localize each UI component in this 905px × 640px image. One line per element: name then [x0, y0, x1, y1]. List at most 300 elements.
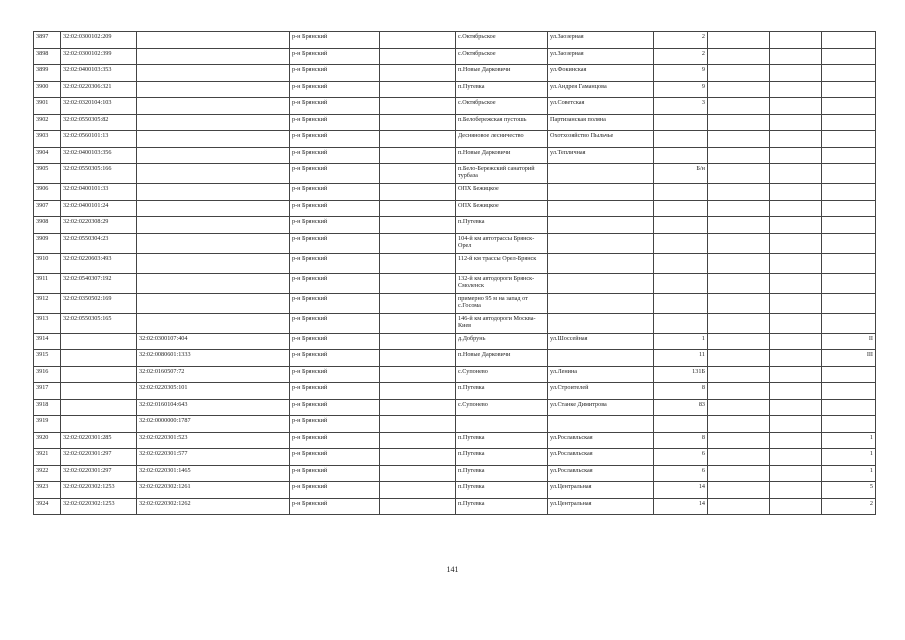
table-cell: п.Путевка: [456, 449, 548, 466]
table-cell: 32:02:0220603:493: [61, 253, 137, 273]
table-cell: 32:02:0220302:1261: [137, 482, 290, 499]
table-cell: 104-й км автотрассы Брянск-Орел: [456, 233, 548, 253]
table-cell: [654, 114, 708, 131]
table-cell: ОПХ Бежицкое: [456, 184, 548, 201]
table-row: [34, 366, 876, 383]
table-row: [34, 293, 876, 313]
table-cell: [770, 273, 822, 293]
table-cell: р-н Брянский: [290, 217, 380, 234]
table-cell: [708, 498, 770, 515]
table-cell: 32:02:0560101:13: [61, 131, 137, 148]
table-cell: 32:02:0300102:399: [61, 48, 137, 65]
table-cell: ОПХ Бежицкое: [456, 200, 548, 217]
table-cell: 9: [654, 65, 708, 82]
table-cell: [654, 131, 708, 148]
table-row: [34, 333, 876, 350]
table-cell: [137, 273, 290, 293]
table-row: [34, 498, 876, 515]
table-cell: 1: [822, 465, 876, 482]
table-cell: [708, 164, 770, 184]
table-cell: 3907: [34, 200, 61, 217]
table-cell: [137, 217, 290, 234]
table-cell: 32:02:0350502:169: [61, 293, 137, 313]
table-cell: 3903: [34, 131, 61, 148]
table-cell: [770, 48, 822, 65]
table-row: [34, 465, 876, 482]
table-cell: р-н Брянский: [290, 200, 380, 217]
table-cell: [380, 164, 456, 184]
table-cell: Партизанская поляна: [548, 114, 654, 131]
table-cell: 3898: [34, 48, 61, 65]
table-cell: [137, 164, 290, 184]
table-cell: [822, 164, 876, 184]
table-cell: [548, 313, 654, 333]
table-cell: 32:02:0400101:33: [61, 184, 137, 201]
table-cell: р-н Брянский: [290, 164, 380, 184]
table-cell: [822, 217, 876, 234]
table-row: [34, 432, 876, 449]
table-cell: [380, 366, 456, 383]
table-cell: [770, 465, 822, 482]
table-row: [34, 184, 876, 201]
table-cell: 32:02:0220306:321: [61, 81, 137, 98]
table-cell: 3913: [34, 313, 61, 333]
table-cell: ул.Ленина: [548, 366, 654, 383]
table-cell: [137, 233, 290, 253]
table-cell: 32:02:0220301:285: [61, 432, 137, 449]
table-cell: [770, 293, 822, 313]
table-cell: [770, 498, 822, 515]
table-cell: 3904: [34, 147, 61, 164]
table-cell: 6: [654, 449, 708, 466]
table-cell: [380, 200, 456, 217]
table-cell: 32:02:0300107:404: [137, 333, 290, 350]
table-cell: [822, 399, 876, 416]
table-cell: [380, 432, 456, 449]
table-cell: р-н Брянский: [290, 416, 380, 433]
table-row: [34, 253, 876, 273]
table-cell: [380, 482, 456, 499]
table-cell: ул.Центральная: [548, 482, 654, 499]
table-row: [34, 48, 876, 65]
table-cell: [770, 217, 822, 234]
table-cell: п.Новые Дарковичи: [456, 350, 548, 367]
table-cell: [380, 114, 456, 131]
table-cell: [654, 200, 708, 217]
table-cell: Б/н: [654, 164, 708, 184]
table-cell: II: [822, 333, 876, 350]
table-cell: с.Октябрьское: [456, 32, 548, 49]
table-cell: п.Путевка: [456, 432, 548, 449]
table-cell: с.Супонево: [456, 399, 548, 416]
table-cell: 32:02:0220305:101: [137, 383, 290, 400]
table-cell: [548, 273, 654, 293]
table-cell: 3906: [34, 184, 61, 201]
table-cell: 3899: [34, 65, 61, 82]
table-cell: [654, 273, 708, 293]
table-cell: р-н Брянский: [290, 383, 380, 400]
table-cell: 132-й км автодороги Брянск-Смоленск: [456, 273, 548, 293]
table-cell: 3908: [34, 217, 61, 234]
table-cell: [137, 81, 290, 98]
table-cell: 3914: [34, 333, 61, 350]
table-cell: 32:02:0220301:1465: [137, 465, 290, 482]
table-row: [34, 98, 876, 115]
table-cell: 32:02:0400103:356: [61, 147, 137, 164]
table-cell: р-н Брянский: [290, 350, 380, 367]
table-cell: [822, 293, 876, 313]
table-cell: 131Б: [654, 366, 708, 383]
table-cell: [770, 366, 822, 383]
table-cell: [137, 147, 290, 164]
table-cell: 112-й км трассы Орел-Брянск: [456, 253, 548, 273]
table-cell: [380, 273, 456, 293]
table-cell: ул.Андрея Гаманцова: [548, 81, 654, 98]
table-cell: [770, 114, 822, 131]
table-row: [34, 81, 876, 98]
table-cell: [380, 65, 456, 82]
table-cell: р-н Брянский: [290, 32, 380, 49]
table-cell: 146-й км автодороги Москва-Киев: [456, 313, 548, 333]
table-cell: [708, 184, 770, 201]
table-cell: [770, 81, 822, 98]
table-row: [34, 383, 876, 400]
table-cell: 2: [654, 32, 708, 49]
table-cell: 3912: [34, 293, 61, 313]
table-cell: [654, 253, 708, 273]
table-cell: [708, 383, 770, 400]
table-cell: [770, 432, 822, 449]
table-cell: Охотхозяйство Пыльчье: [548, 131, 654, 148]
table-cell: 3915: [34, 350, 61, 367]
table-cell: [770, 233, 822, 253]
table-cell: с.Октябрьское: [456, 48, 548, 65]
table-cell: 3910: [34, 253, 61, 273]
table-cell: [822, 48, 876, 65]
table-cell: 3909: [34, 233, 61, 253]
table-cell: 32:02:0550304:23: [61, 233, 137, 253]
table-cell: [708, 81, 770, 98]
table-cell: 32:02:0080601:1333: [137, 350, 290, 367]
table-cell: [708, 313, 770, 333]
table-cell: [380, 184, 456, 201]
table-cell: [137, 184, 290, 201]
table-cell: 32:02:0220301:297: [61, 465, 137, 482]
table-cell: 14: [654, 498, 708, 515]
table-cell: [548, 233, 654, 253]
table-cell: 14: [654, 482, 708, 499]
table-cell: [770, 184, 822, 201]
table-cell: [61, 350, 137, 367]
table-cell: р-н Брянский: [290, 482, 380, 499]
table-cell: п.Новые Дарковичи: [456, 65, 548, 82]
table-cell: 32:02:0400101:24: [61, 200, 137, 217]
table-cell: р-н Брянский: [290, 253, 380, 273]
table-row: [34, 449, 876, 466]
table-cell: [822, 98, 876, 115]
table-row: [34, 313, 876, 333]
table-cell: 32:02:0220308:29: [61, 217, 137, 234]
table-cell: 3900: [34, 81, 61, 98]
table-cell: [137, 253, 290, 273]
table-cell: [708, 366, 770, 383]
table-cell: [380, 399, 456, 416]
table-cell: 11: [654, 350, 708, 367]
table-cell: п.Путевка: [456, 383, 548, 400]
table-row: [34, 65, 876, 82]
table-cell: ул.Центральная: [548, 498, 654, 515]
table-cell: [770, 131, 822, 148]
table-cell: р-н Брянский: [290, 313, 380, 333]
table-cell: 32:02:0160104:643: [137, 399, 290, 416]
table-cell: [770, 383, 822, 400]
table-cell: 1: [822, 432, 876, 449]
table-cell: 32:02:0220301:523: [137, 432, 290, 449]
table-cell: 2: [654, 48, 708, 65]
table-row: [34, 416, 876, 433]
table-cell: [61, 366, 137, 383]
table-cell: [548, 200, 654, 217]
table-cell: [654, 313, 708, 333]
table-cell: [708, 465, 770, 482]
table-cell: [61, 399, 137, 416]
table-cell: [654, 233, 708, 253]
table-cell: 1: [822, 449, 876, 466]
table-cell: 32:02:0220301:577: [137, 449, 290, 466]
table-cell: [708, 416, 770, 433]
table-cell: [548, 293, 654, 313]
table-cell: 83: [654, 399, 708, 416]
table-cell: [822, 313, 876, 333]
table-cell: III: [822, 350, 876, 367]
table-cell: [137, 48, 290, 65]
table-cell: 3924: [34, 498, 61, 515]
table-cell: [770, 65, 822, 82]
table-cell: р-н Брянский: [290, 131, 380, 148]
table-cell: [548, 184, 654, 201]
table-cell: [380, 333, 456, 350]
table-cell: [770, 333, 822, 350]
table-cell: ул.Заозерная: [548, 48, 654, 65]
table-cell: [137, 200, 290, 217]
table-cell: [380, 416, 456, 433]
table-cell: р-н Брянский: [290, 48, 380, 65]
table-cell: [708, 273, 770, 293]
table-cell: [380, 131, 456, 148]
table-cell: р-н Брянский: [290, 98, 380, 115]
table-cell: 32:02:0550305:166: [61, 164, 137, 184]
table-row: [34, 399, 876, 416]
table-cell: 3901: [34, 98, 61, 115]
table-row: [34, 482, 876, 499]
table-cell: [708, 114, 770, 131]
table-cell: [380, 498, 456, 515]
table-row: [34, 273, 876, 293]
table-cell: [548, 164, 654, 184]
table-cell: р-н Брянский: [290, 184, 380, 201]
table-cell: [708, 432, 770, 449]
table-cell: 2: [822, 498, 876, 515]
table-cell: [708, 131, 770, 148]
table-row: [34, 233, 876, 253]
table-cell: [137, 313, 290, 333]
table-cell: [548, 350, 654, 367]
table-cell: [822, 366, 876, 383]
table-cell: р-н Брянский: [290, 65, 380, 82]
table-cell: 3916: [34, 366, 61, 383]
table-cell: с.Супонево: [456, 366, 548, 383]
table-row: [34, 131, 876, 148]
table-cell: [708, 233, 770, 253]
table-cell: ул.Станке Димитрова: [548, 399, 654, 416]
table-cell: [770, 449, 822, 466]
table-cell: 32:02:0540307:192: [61, 273, 137, 293]
table-cell: 3921: [34, 449, 61, 466]
table-cell: [822, 200, 876, 217]
table-cell: [708, 253, 770, 273]
table-cell: [137, 131, 290, 148]
table-cell: [708, 333, 770, 350]
table-cell: [822, 273, 876, 293]
table-cell: [137, 98, 290, 115]
table-cell: [822, 131, 876, 148]
page-number: 141: [446, 565, 459, 574]
table-cell: [380, 81, 456, 98]
table-cell: [654, 217, 708, 234]
table-cell: примерно 95 м на запад от с.Госома: [456, 293, 548, 313]
table-cell: р-н Брянский: [290, 293, 380, 313]
table-cell: [380, 233, 456, 253]
table-cell: [456, 416, 548, 433]
table-cell: [61, 333, 137, 350]
table-cell: р-н Брянский: [290, 81, 380, 98]
table-cell: [137, 293, 290, 313]
table-cell: 3: [654, 98, 708, 115]
table-cell: 3897: [34, 32, 61, 49]
table-cell: [770, 98, 822, 115]
table-cell: ул.Строителей: [548, 383, 654, 400]
table-row: [34, 32, 876, 49]
table-cell: [770, 164, 822, 184]
table-cell: 32:02:0300102:209: [61, 32, 137, 49]
table-cell: 3918: [34, 399, 61, 416]
table-cell: [380, 32, 456, 49]
table-cell: [708, 32, 770, 49]
table-cell: п.Новые Дарковичи: [456, 147, 548, 164]
table-cell: р-н Брянский: [290, 399, 380, 416]
table-cell: [708, 350, 770, 367]
table-cell: [770, 147, 822, 164]
table-body: [34, 32, 876, 515]
table-cell: [708, 449, 770, 466]
table-cell: [822, 81, 876, 98]
table-cell: [380, 253, 456, 273]
table-cell: [822, 233, 876, 253]
table-row: [34, 114, 876, 131]
table-cell: п.Путевка: [456, 482, 548, 499]
table-cell: 32:02:0160507:72: [137, 366, 290, 383]
table-cell: [548, 253, 654, 273]
table-cell: 8: [654, 383, 708, 400]
table-cell: [654, 416, 708, 433]
table-cell: [822, 253, 876, 273]
table-cell: [708, 98, 770, 115]
table-cell: п.Путевка: [456, 465, 548, 482]
table-cell: [548, 217, 654, 234]
table-cell: [822, 416, 876, 433]
table-cell: 32:02:0220301:297: [61, 449, 137, 466]
table-cell: с.Октябрьское: [456, 98, 548, 115]
table-cell: ул.Фокинская: [548, 65, 654, 82]
table-cell: 5: [822, 482, 876, 499]
table-cell: [770, 32, 822, 49]
table-cell: р-н Брянский: [290, 432, 380, 449]
table-cell: [822, 383, 876, 400]
table-cell: р-н Брянский: [290, 114, 380, 131]
table-cell: р-н Брянский: [290, 366, 380, 383]
table-cell: 32:02:0320104:103: [61, 98, 137, 115]
table-cell: [822, 114, 876, 131]
table-cell: 3922: [34, 465, 61, 482]
table-cell: ул.Советская: [548, 98, 654, 115]
table-cell: [770, 253, 822, 273]
table-cell: [770, 482, 822, 499]
table-cell: [380, 350, 456, 367]
table-cell: [822, 147, 876, 164]
table-cell: [380, 449, 456, 466]
table-cell: [380, 293, 456, 313]
table-cell: р-н Брянский: [290, 273, 380, 293]
table-cell: [708, 217, 770, 234]
table-cell: [770, 416, 822, 433]
table-cell: р-н Брянский: [290, 147, 380, 164]
table-cell: п.Бело-Бережский санаторий турбаза: [456, 164, 548, 184]
table-cell: р-н Брянский: [290, 333, 380, 350]
table-cell: [770, 200, 822, 217]
table-cell: ул.Шоссейная: [548, 333, 654, 350]
table-row: [34, 164, 876, 184]
table-cell: [770, 399, 822, 416]
table-cell: р-н Брянский: [290, 233, 380, 253]
table-cell: п.Путевка: [456, 217, 548, 234]
table-cell: 3917: [34, 383, 61, 400]
table-cell: [654, 293, 708, 313]
table-cell: 32:02:0220302:1253: [61, 482, 137, 499]
table-cell: 32:02:0400103:353: [61, 65, 137, 82]
table-cell: 8: [654, 432, 708, 449]
table-cell: [137, 65, 290, 82]
table-cell: ул.Рославльская: [548, 449, 654, 466]
table-cell: [380, 383, 456, 400]
table-cell: 3902: [34, 114, 61, 131]
table-cell: п.Путевка: [456, 81, 548, 98]
table-cell: р-н Брянский: [290, 498, 380, 515]
table-cell: [380, 147, 456, 164]
table-cell: [380, 465, 456, 482]
table-row: [34, 350, 876, 367]
table-cell: [770, 350, 822, 367]
table-cell: ул.Рославльская: [548, 465, 654, 482]
table-cell: [137, 114, 290, 131]
table-cell: ул.Заозерная: [548, 32, 654, 49]
table-cell: 3923: [34, 482, 61, 499]
table-cell: 32:02:0220302:1253: [61, 498, 137, 515]
table-cell: [822, 32, 876, 49]
table-cell: р-н Брянский: [290, 465, 380, 482]
table-cell: [708, 65, 770, 82]
table-cell: [654, 184, 708, 201]
table-cell: ул.Тепличная: [548, 147, 654, 164]
